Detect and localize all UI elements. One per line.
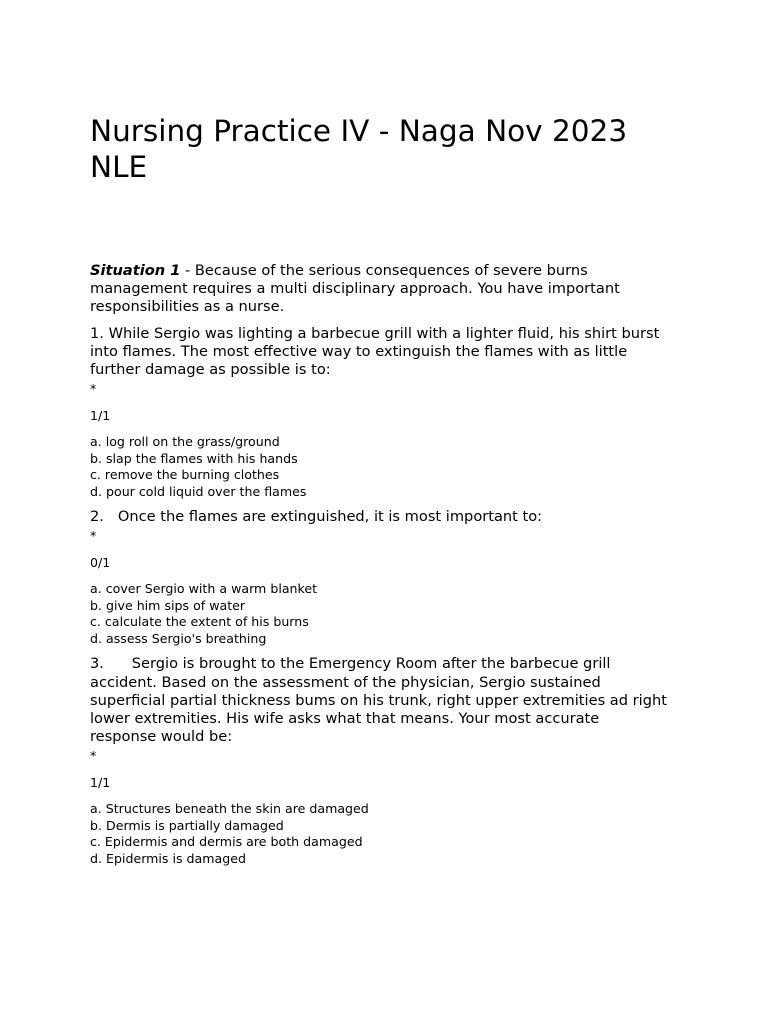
option-list — [90, 801, 670, 867]
option-item: c. Epidermis and dermis are both damaged — [90, 834, 363, 850]
question-body: Once the flames are extinguished, it is most important to: — [117, 508, 543, 526]
question-score: 1/1 — [90, 407, 111, 423]
option-item: d. pour cold liquid over the flames — [90, 483, 307, 499]
question-number: 1. — [90, 324, 104, 342]
question-body: Sergio is brought to the Emergency Room after the barbecue grill accident. Based on the assessment of the physician, Sergio sustained superficial partial thickness bums on his trunk, right upper extremities ad right lower extremities. His wife asks what that means. Your most accurate response would be: — [90, 655, 667, 746]
question-number: 3. — [90, 655, 104, 673]
option-item: c. calculate the extent of his burns — [90, 614, 309, 630]
situation-text: - Because of the serious consequences of severe burns management requires a multi disciplinary approach. You have important responsibilities as a nurse. — [90, 262, 620, 316]
question-gap — [104, 655, 132, 672]
option-list — [90, 434, 670, 500]
option-item: b. Dermis is partially damaged — [90, 817, 284, 833]
situation-label: Situation 1 — [90, 262, 181, 279]
option-item: d. assess Sergio's breathing — [90, 630, 267, 646]
question-number: 2. — [90, 508, 104, 526]
question-body: While Sergio was lighting a barbecue grill with a lighter fluid, his shirt burst into flames. The most effective way to extinguish the flames with as little further damage as possible is to: — [90, 324, 660, 379]
option-item: b. slap the flames with his hands — [90, 450, 298, 466]
option-item: a. Structures beneath the skin are damaged — [90, 801, 369, 817]
question-3 — [90, 655, 670, 867]
option-item: a. log roll on the grass/ground — [90, 434, 280, 450]
document-title: Nursing Practice IV - Naga Nov 2023 NLE — [90, 114, 628, 184]
option-list — [90, 581, 670, 647]
option-item: b. give him sips of water — [90, 597, 246, 613]
required-marker: * — [90, 528, 97, 544]
question-1 — [90, 325, 670, 501]
document-content — [90, 262, 670, 875]
question-score: 1/1 — [90, 774, 111, 790]
question-score: 0/1 — [90, 554, 111, 570]
question-text — [90, 508, 670, 526]
option-item: d. Epidermis is damaged — [90, 850, 246, 866]
required-marker: * — [90, 381, 97, 397]
question-gap — [104, 508, 118, 525]
option-item: c. remove the burning clothes — [90, 467, 280, 483]
question-2 — [90, 508, 670, 647]
situation-paragraph — [90, 262, 670, 317]
question-text — [90, 325, 670, 380]
question-text — [90, 655, 670, 746]
option-item: a. cover Sergio with a warm blanket — [90, 581, 318, 597]
required-marker: * — [90, 748, 97, 764]
